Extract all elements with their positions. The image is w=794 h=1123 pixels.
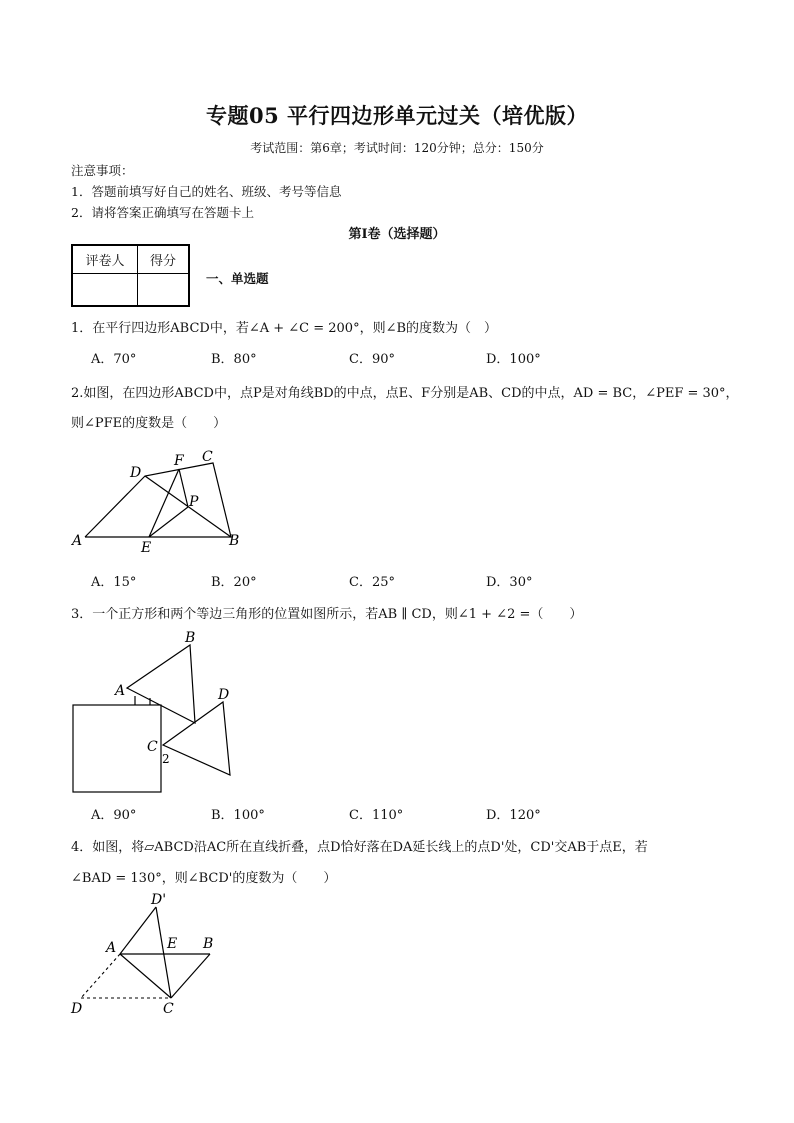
q2-option-b: B．20°: [211, 575, 257, 590]
q3-option-b: B．100°: [211, 808, 265, 823]
q1-option-a: A．70°: [91, 352, 137, 367]
question-2-figure: [68, 445, 258, 560]
label-a: A: [106, 940, 117, 956]
label-f: F: [174, 453, 184, 469]
segment-d-prime-c: [156, 907, 171, 998]
dashed-ad: [81, 954, 120, 998]
label-b: B: [203, 936, 214, 952]
label-e: E: [141, 540, 152, 556]
section-title: 一、单选题: [206, 271, 269, 286]
label-angle-2: 2: [162, 752, 170, 766]
label-a: A: [72, 533, 83, 549]
grader-cell: [72, 273, 138, 306]
label-b: B: [185, 630, 196, 646]
label-d-prime: D': [151, 892, 167, 908]
question-2-text-line2: 则∠PFE的度数是（ ）: [71, 416, 227, 431]
segment-bc: [171, 954, 210, 998]
quadrilateral-abcd: [85, 463, 231, 537]
label-e: E: [167, 936, 178, 952]
label-a: A: [115, 683, 126, 699]
question-4-text-line1: 4．如图，将▱ABCD沿AC所在直线折叠，点D恰好落在DA延长线上的点D'处，CD'交AB于点E，若: [71, 840, 648, 855]
label-c: C: [147, 739, 158, 755]
label-p: P: [189, 494, 199, 510]
q3-option-d: D．120°: [486, 808, 541, 823]
label-d: D: [130, 465, 142, 481]
grader-table: [71, 244, 190, 307]
q2-option-d: D．30°: [486, 575, 533, 590]
label-c: C: [202, 449, 213, 465]
q2-option-c: C．25°: [349, 575, 395, 590]
question-1-text: 1．在平行四边形ABCD中，若∠A + ∠C = 200°，则∠B的度数为（ ）: [71, 321, 498, 336]
question-3-text: 3．一个正方形和两个等边三角形的位置如图所示，若AB ∥ CD，则∠1 + ∠2 =（ ）: [71, 607, 583, 622]
note-item: 1．答题前填写好自己的姓名、班级、考号等信息: [71, 184, 342, 199]
score-header: 得分: [138, 245, 190, 273]
segment-a-d-prime: [120, 907, 156, 954]
lower-triangle: [163, 702, 230, 775]
page-title: 专题05 平行四边形单元过关（培优版）: [205, 103, 589, 128]
note-item: 2．请将答案正确填写在答题卡上: [71, 205, 254, 220]
exam-info: 考试范围：第6章；考试时间：120分钟；总分：150分: [250, 141, 544, 155]
score-cell: [138, 273, 190, 306]
segment-fe: [149, 469, 179, 537]
grader-header: 评卷人: [72, 245, 138, 273]
diagonal-ac: [120, 954, 171, 998]
notes-heading: 注意事项：: [71, 163, 134, 178]
q1-option-c: C．90°: [349, 352, 395, 367]
part-title: 第I卷（选择题）: [348, 227, 446, 242]
question-4-text-line2: ∠BAD = 130°，则∠BCD'的度数为（ ）: [71, 871, 337, 886]
q2-option-a: A．15°: [91, 575, 137, 590]
q3-option-c: C．110°: [349, 808, 404, 823]
label-d: D: [218, 687, 230, 703]
q1-option-d: D．100°: [486, 352, 541, 367]
label-b: B: [229, 533, 240, 549]
label-d: D: [71, 1001, 83, 1017]
label-c: C: [163, 1001, 174, 1017]
question-3-figure: [60, 628, 250, 798]
q1-option-b: B．80°: [211, 352, 257, 367]
segment-ep: [149, 507, 188, 537]
q3-option-a: A．90°: [91, 808, 137, 823]
question-4-figure: [66, 890, 231, 1020]
question-2-text-line1: 2.如图，在四边形ABCD中，点P是对角线BD的中点，点E、F分别是AB、CD的中点，AD = BC，∠PEF = 30°，: [71, 386, 739, 401]
